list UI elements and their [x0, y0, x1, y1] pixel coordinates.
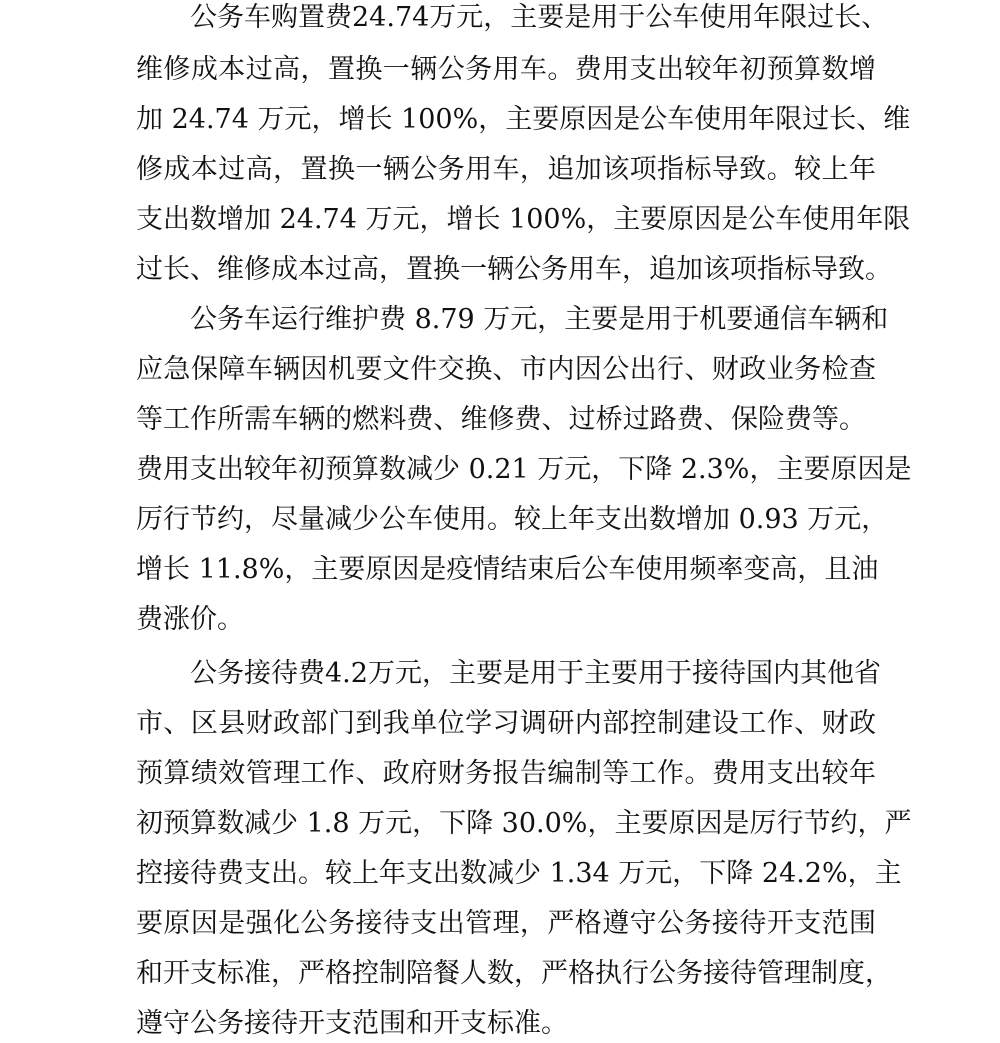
paragraph-line: 公务接待费4.2万元，主要是用于主要用于接待国内其他省 — [190, 658, 881, 689]
paragraph-line: 公务车购置费24.74万元，主要是用于公车使用年限过长、 — [190, 2, 889, 33]
paragraph-line: 费涨价。 — [136, 604, 244, 635]
paragraph-line: 等工作所需车辆的燃料费、维修费、过桥过路费、保险费等。 — [136, 404, 866, 435]
paragraph-line: 和开支标准，严格控制陪餐人数，严格执行公务接待管理制度， — [136, 958, 892, 989]
paragraph-line: 初预算数减少 1.8 万元，下降 30.0%，主要原因是厉行节约，严 — [136, 808, 912, 839]
paragraph-line: 控接待费支出。较上年支出数减少 1.34 万元，下降 24.2%，主 — [136, 858, 902, 889]
paragraph-line: 费用支出较年初预算数减少 0.21 万元，下降 2.3%，主要原因是 — [136, 454, 912, 485]
paragraph-line: 修成本过高，置换一辆公务用车，追加该项指标导致。较上年 — [136, 154, 876, 185]
paragraph-line: 预算绩效管理工作、政府财务报告编制等工作。费用支出较年 — [136, 758, 876, 789]
paragraph-line: 维修成本过高，置换一辆公务用车。费用支出较年初预算数增 — [136, 54, 876, 85]
paragraph-line: 增长 11.8%，主要原因是疫情结束后公车使用频率变高，且油 — [136, 554, 879, 585]
paragraph-line: 支出数增加 24.74 万元，增长 100%，主要原因是公车使用年限 — [136, 204, 911, 235]
paragraph-line: 过长、维修成本过高，置换一辆公务用车，追加该项指标导致。 — [136, 254, 892, 285]
paragraph-line: 公务车运行维护费 8.79 万元，主要是用于机要通信车辆和 — [190, 304, 889, 335]
paragraph-line: 厉行节约，尽量减少公车使用。较上年支出数增加 0.93 万元， — [136, 504, 889, 535]
paragraph-line: 加 24.74 万元，增长 100%，主要原因是公车使用年限过长、维 — [136, 104, 911, 135]
paragraph-line: 要原因是强化公务接待支出管理，严格遵守公务接待开支范围 — [136, 908, 876, 939]
paragraph-line: 应急保障车辆因机要文件交换、市内因公出行、财政业务检查 — [136, 354, 876, 385]
paragraph-line: 遵守公务接待开支范围和开支标准。 — [136, 1008, 568, 1039]
paragraph-line: 市、区县财政部门到我单位学习调研内部控制建设工作、财政 — [136, 708, 876, 739]
